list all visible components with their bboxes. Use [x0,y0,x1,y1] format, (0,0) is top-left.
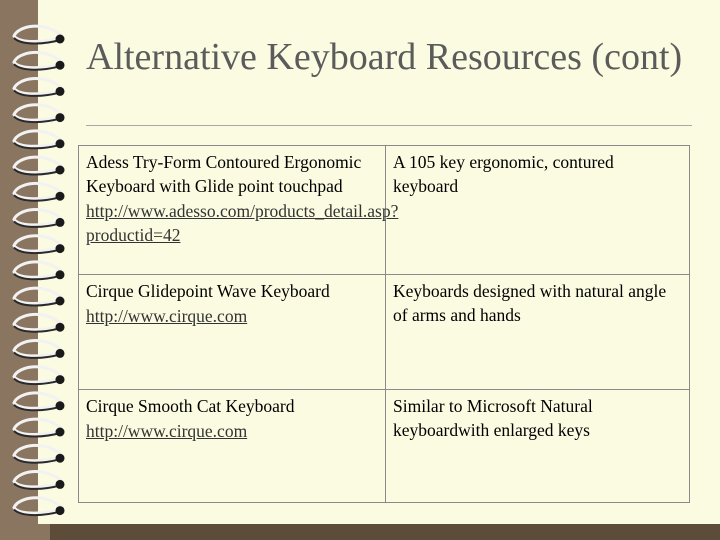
table-row [79,146,690,275]
binding-ring [14,288,62,303]
resource-link[interactable]: http://www.cirque.com [86,306,248,327]
resource-name: Cirque Smooth Cat Keyboard [86,396,295,417]
resource-cell [79,146,399,275]
binding-ring [14,367,62,382]
binding-hole [56,401,65,410]
binding-hole [56,323,65,332]
spiral-binding [0,0,80,540]
binding-ring [14,183,62,198]
binding-hole [56,35,65,44]
binding-hole [56,270,65,279]
binding-ring [14,314,62,329]
description-cell [386,390,690,503]
resource-link[interactable]: http://www.cirque.com [86,421,248,442]
binding-hole [56,61,65,70]
binding-ring [14,393,62,408]
binding-ring [14,262,62,277]
binding-ring [14,105,62,120]
table-row [79,275,690,390]
resource-description: Keyboards designed with natural angle of arms and hands [393,281,667,326]
binding-ring [14,498,62,513]
table-row [79,390,690,503]
binding-hole [56,87,65,96]
binding-hole [56,244,65,253]
binding-hole [56,166,65,175]
resource-cell [79,390,386,503]
description-cell [386,275,690,390]
page-title: Alternative Keyboard Resources (cont) [86,36,683,78]
binding-ring [14,131,62,146]
binding-ring [14,52,62,67]
binding-hole [56,506,65,515]
description-cell [386,146,690,275]
binding-ring [14,445,62,460]
binding-ring [14,472,62,487]
binding-hole [56,218,65,227]
resources-table [78,145,690,503]
title-divider [86,125,692,126]
binding-hole [56,454,65,463]
resource-description: Similar to Microsoft Natural keyboardwith enlarged keys [393,396,593,441]
binding-ring [14,236,62,251]
binding-ring [14,419,62,434]
resource-cell [79,275,386,390]
binding-hole [56,139,65,148]
binding-hole [56,375,65,384]
binding-hole [56,113,65,122]
binding-ring [14,26,62,41]
binding-hole [56,480,65,489]
binding-ring [14,210,62,225]
binding-hole [56,428,65,437]
binding-ring [14,79,62,94]
binding-hole [56,297,65,306]
resource-link[interactable]: http://www.adesso.com/products_detail.asp?productid=42 [86,201,399,245]
binding-ring [14,341,62,356]
resource-name: Cirque Glidepoint Wave Keyboard [86,281,330,302]
resource-description: A 105 key ergonomic, contured keyboard [393,152,614,196]
binding-ring [14,157,62,172]
binding-hole [56,349,65,358]
binding-hole [56,192,65,201]
resource-name: Adess Try-Form Contoured Ergonomic Keyboard with Glide point touchpad [86,152,362,196]
